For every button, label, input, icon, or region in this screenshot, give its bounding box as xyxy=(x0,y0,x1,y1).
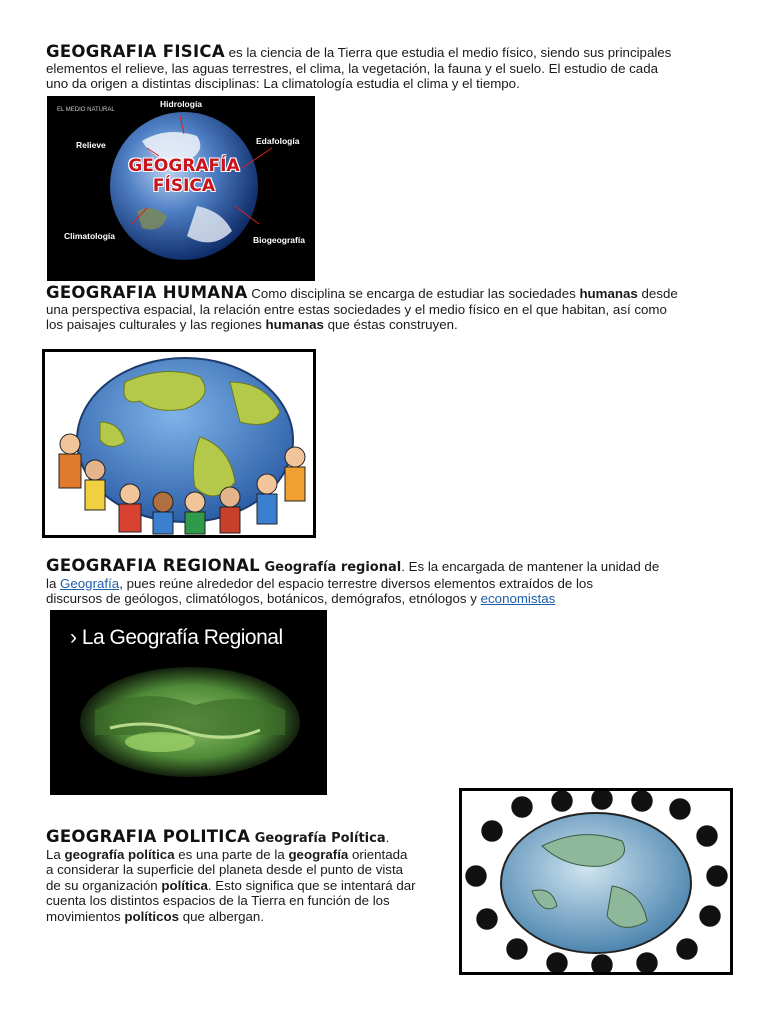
text-span: movimientos xyxy=(46,908,125,924)
bold-span: Geografía regional xyxy=(259,560,402,575)
label-edafologia: Edafología xyxy=(256,136,300,146)
text-span: que albergan. xyxy=(179,908,265,924)
text-span: es una parte de la xyxy=(174,846,289,862)
politicians-around-globe-icon xyxy=(462,791,730,972)
text-span: orientada xyxy=(348,846,408,862)
label-biogeografia: Biogeografía xyxy=(253,235,305,245)
regional-heading: GEOGRAFIA REGIONAL xyxy=(46,556,260,575)
bold-span: Geografía Política xyxy=(250,831,386,846)
text-span: discursos de geólogos, climatólogos, botánicos, demógrafos, etnólogos y xyxy=(46,591,481,607)
text-span: la xyxy=(46,575,61,591)
fisica-paragraph xyxy=(46,44,671,92)
image-corner-label: EL MEDIO NATURAL xyxy=(57,107,115,113)
label-hidrologia: Hidrología xyxy=(160,99,203,109)
label-climatologia: Climatología xyxy=(64,231,116,241)
humana-heading: GEOGRAFIA HUMANA xyxy=(46,283,248,302)
bold-span: política xyxy=(161,877,208,893)
text-span: La xyxy=(46,846,65,862)
text-span: . Es la encargada de mantener la unidad de xyxy=(401,559,660,574)
politica-text-line5: cuenta los distintos espacios de la Tierra en función de los xyxy=(46,893,390,909)
text-span: Como disciplina se encarga de estudiar las sociedades xyxy=(247,286,580,301)
world-children-illustration-icon xyxy=(45,352,313,535)
text-span: que éstas construyen. xyxy=(323,317,458,333)
text-span: , pues reúne alrededor del espacio terrestre diversos elementos extraídos de los xyxy=(119,575,593,591)
politica-text-line3: a considerar la superficie del planeta desde el punto de vista xyxy=(46,862,404,878)
geografia-regional-image xyxy=(50,610,327,795)
humana-paragraph xyxy=(46,285,678,333)
bold-span: geografía xyxy=(288,846,349,862)
fisica-text-line1: es la ciencia de la Tierra que estudia el medio físico, siendo sus principales xyxy=(224,45,672,60)
regional-paragraph xyxy=(46,558,659,607)
bold-span: políticos xyxy=(124,908,179,924)
geografia-politica-image xyxy=(459,788,733,975)
economistas-link[interactable]: economistas xyxy=(480,591,556,607)
geografia-link[interactable]: Geografía xyxy=(60,575,120,591)
geografia-humana-image xyxy=(42,349,316,538)
fisica-text-line2: elementos el relieve, las aguas terrestres, el clima, la vegetación, la fauna y el suelo. El estudio de cada xyxy=(46,60,658,76)
fisica-text-line3: uno da origen a distintas disciplinas: La climatología estudia el clima y el tiempo. xyxy=(46,76,520,92)
text-span: los paisajes culturales y las regiones xyxy=(46,317,266,333)
politica-paragraph xyxy=(46,829,416,925)
geografia-fisica-image xyxy=(47,96,315,281)
fisica-heading: GEOGRAFIA FISICA xyxy=(46,42,225,61)
label-relieve: Relieve xyxy=(76,140,106,150)
politica-heading: GEOGRAFIA POLITICA xyxy=(46,827,251,846)
text-span: . Esto significa que se intentará dar xyxy=(207,877,416,893)
regional-image-title: › La Geografía Regional xyxy=(70,626,283,649)
humana-text-line2: una perspectiva espacial, la relación entre estas sociedades y el medio físico en el que habitan, así como xyxy=(46,301,667,317)
text-span: . xyxy=(385,830,390,845)
image-center-title: GEOGRAFÍA FÍSICA xyxy=(128,156,240,196)
text-span: desde xyxy=(637,286,678,301)
bold-span: humanas xyxy=(265,317,324,333)
bold-span: geografía política xyxy=(64,846,175,862)
bold-span: humanas xyxy=(579,286,638,301)
landscape-icon xyxy=(50,610,327,795)
text-span: de su organización xyxy=(46,877,162,893)
